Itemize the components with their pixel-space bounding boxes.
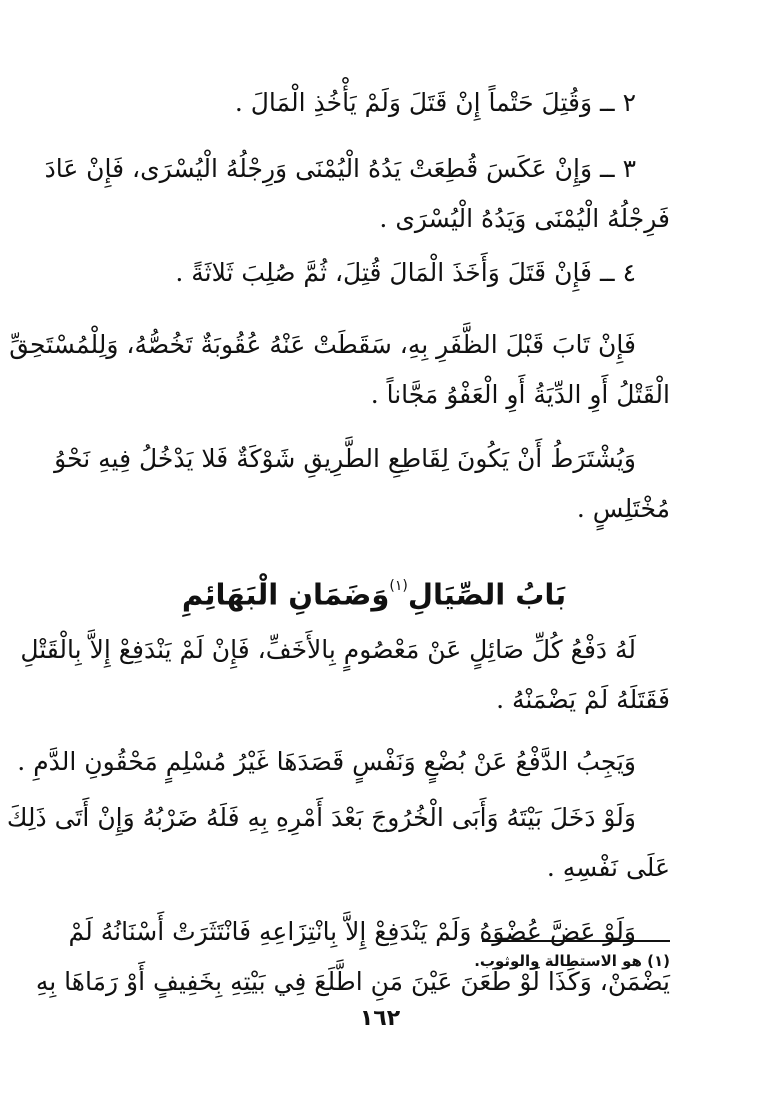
page-number: ١٦٢	[359, 1006, 401, 1031]
text-line: وَلَوْ دَخَلَ بَيْتَهُ وَأَبَى الْخُرُوجَ بَعْدَ أَمْرِهِ بِهِ فَلَهُ ضَرْبُهُ وَإِنْ أَتَى ذَلِكَ	[6, 802, 636, 832]
text-line: وَيَجِبُ الدَّفْعُ عَنْ بُضْعٍ وَنَفْسٍ قَصَدَهَا غَيْرُ مُسْلِمٍ مَحْقُونِ الدَّمِ .	[17, 746, 636, 776]
text-line: فَقَتَلَهُ لَمْ يَضْمَنْهُ .	[496, 684, 670, 714]
text-line: ٢ ــ وَقُتِلَ حَتْماً إِنْ قَتَلَ وَلَمْ يَأْخُذِ الْمَالَ .	[234, 88, 636, 117]
text-line: ٣ ــ وَإِنْ عَكَسَ قُطِعَتْ يَدُهُ الْيُمْنَى وَرِجْلُهُ الْيُسْرَى، فَإِنْ عَادَ	[44, 154, 636, 183]
text-line: عَلَى نَفْسِهِ .	[546, 852, 670, 882]
text-line: يَضْمَنْ، وَكَذَا لَوْ طَعَنَ عَيْنَ مَنِ اطَّلَعَ فِي بَيْتِهِ بِخَفِيفٍ أَوْ رَمَاهَا بِهِ	[35, 966, 670, 996]
heading-title: بَابُ الصِّيَالِ	[407, 577, 567, 612]
text-line: فَإِنْ تَابَ قَبْلَ الظَّفَرِ بِهِ، سَقَطَتْ عَنْهُ عُقُوبَةٌ تَخُصُّهُ، وَلِلْمُسْتَحِقِّ	[9, 330, 636, 359]
text-line: وَيُشْتَرَطُ أَنْ يَكُونَ لِقَاطِعِ الطَّرِيقِ شَوْكَةٌ فَلا يَدْخُلُ فِيهِ نَحْوُ	[54, 444, 636, 473]
text-line: الْقَتْلُ أَوِ الدِّيَةُ أَوِ الْعَفْوُ مَجَّاناً .	[370, 380, 670, 409]
section-heading	[78, 564, 670, 621]
text-line: فَرِجْلُهُ الْيُمْنَى وَيَدُهُ الْيُسْرَى .	[379, 204, 670, 233]
text-line: مُخْتَلِسٍ .	[576, 494, 670, 523]
heading-title-rest: وَضَمَانِ الْبَهَائِمِ	[181, 577, 390, 612]
text-line: وَلَوْ عَضَّ عُضْوَهُ وَلَمْ يَنْدَفِعْ إِلاَّ بِانْتِزَاعِهِ فَانْتَثَرَتْ أَسْنَانُهُ لَمْ	[68, 916, 636, 946]
page-body	[6, 78, 670, 1007]
footnote-divider	[482, 940, 670, 942]
text-line: ٤ ــ فَإِنْ قَتَلَ وَأَخَذَ الْمَالَ قُتِلَ، ثُمَّ صُلِبَ ثَلاثَةً .	[175, 258, 636, 287]
footnote-ref: (١)	[389, 578, 408, 594]
footnote: (١) هو الاستطالة والوثوب.	[474, 952, 670, 970]
text-line: لَهُ دَفْعُ كُلِّ صَائِلٍ عَنْ مَعْصُومٍ بِالأَخَفِّ، فَإِنْ لَمْ يَنْدَفِعْ إِلاَّ بِالْقَتْلِ	[20, 634, 636, 664]
